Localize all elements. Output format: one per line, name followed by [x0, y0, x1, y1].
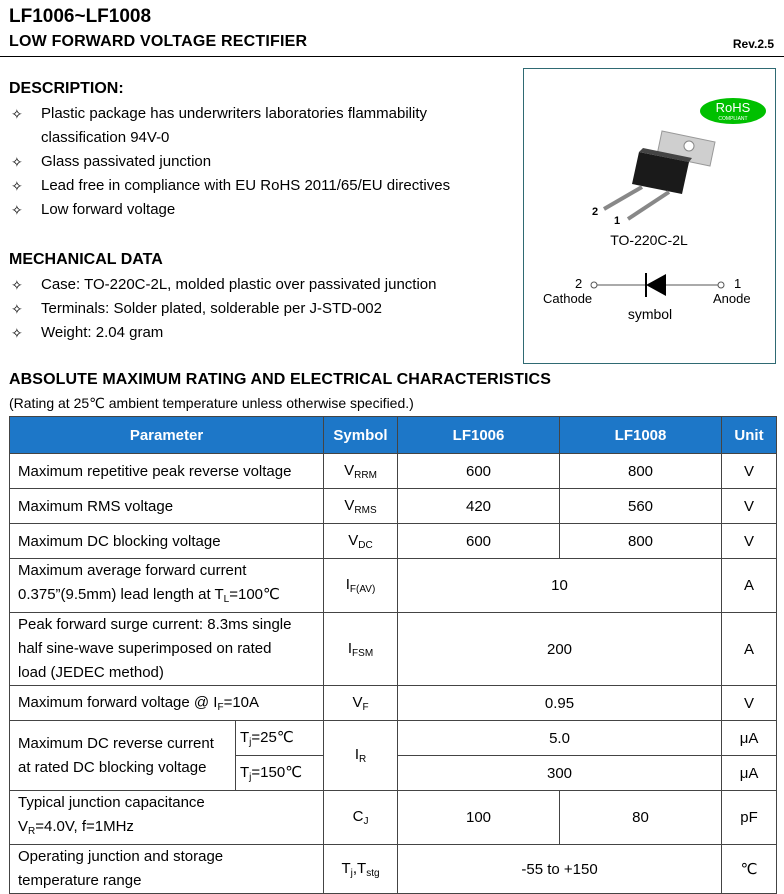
svg-text:2: 2 [592, 206, 599, 218]
rohs-text: RoHS [715, 100, 751, 115]
col-header-parameter: Parameter [10, 417, 324, 454]
bullet-icon: ✧ [11, 178, 23, 194]
col-header-lf1006: LF1006 [398, 417, 560, 454]
bullet-icon: ✧ [11, 106, 23, 122]
description-list [9, 102, 509, 222]
svg-text:1: 1 [614, 215, 621, 227]
table-row: Maximum DC blocking voltage $V_{DC}$ 600 800 V [10, 524, 777, 559]
table-row: Maximum RMS voltage $V_{RMS}$ 420 560 V [10, 489, 777, 524]
col-header-unit: Unit [722, 417, 777, 454]
revision-label: Rev.2.5 [732, 37, 774, 51]
col-header-lf1008: LF1008 [560, 417, 722, 454]
bullet-icon: ✧ [11, 325, 23, 341]
table-row: Maximum DC reverse current at rated DC blocking voltage $T_j=25℃$ $I_R$ 5.0 μA [10, 721, 777, 756]
svg-text:1: 1 [734, 276, 742, 291]
package-drawing [524, 69, 775, 363]
header-divider [0, 56, 784, 57]
table-row: Peak forward surge current: 8.3ms single half sine-wave superimposed on rated load (JEDEC method) $I_{FSM}$ 200 A [10, 613, 777, 686]
mechanical-item: ✧ Weight: 2.04 gram [9, 321, 509, 345]
description-item: ✧ Plastic package has underwriters laboratories flammability classification 94V-0 [9, 102, 509, 150]
ratings-table-body [9, 416, 777, 894]
table-row: $T_j=150℃$ 300 μA [10, 756, 777, 791]
mechanical-list [9, 273, 509, 345]
table-row: Operating junction and storage temperature range $T_j,T_{stg}$ -55 to +150 ℃ [10, 845, 777, 894]
package-figure [523, 68, 776, 364]
svg-text:2: 2 [575, 276, 583, 291]
table-row: Maximum forward voltage @ $I_F=10A$ $V_F$ 0.95 V [10, 686, 777, 721]
table-row: Typical junction capacitance $V_R=4.0V$, f=1MHz $C_J$ 100 80 pF [10, 791, 777, 845]
cathode-label: Cathode [543, 291, 593, 306]
description-heading: DESCRIPTION: [9, 80, 124, 97]
mechanical-item: ✧ Terminals: Solder plated, solderable per J-STD-002 [9, 297, 509, 321]
bullet-icon: ✧ [11, 202, 23, 218]
anode-label: Anode [713, 291, 751, 306]
to220-package-icon [604, 131, 715, 219]
description-item: ✧ Low forward voltage [9, 198, 509, 222]
mechanical-item: ✧ Case: TO-220C-2L, molded plastic over passivated junction [9, 273, 509, 297]
package-name: TO-220C-2L [610, 232, 688, 248]
bullet-icon: ✧ [11, 277, 23, 293]
symbol-caption: symbol [627, 306, 673, 322]
ratings-heading: ABSOLUTE MAXIMUM RATING AND ELECTRICAL CHARACTERISTICS [9, 371, 551, 388]
document-subtitle: LOW FORWARD VOLTAGE RECTIFIER [9, 33, 308, 50]
rohs-compliant-text: COMPLIANT [718, 116, 748, 122]
bullet-icon: ✧ [11, 154, 23, 170]
bullet-icon: ✧ [11, 301, 23, 317]
diode-symbol-icon [591, 273, 724, 297]
description-item: ✧ Lead free in compliance with EU RoHS 2011/65/EU directives [9, 174, 509, 198]
table-row: Maximum average forward current 0.375”(9.5mm) lead length at $T_L=100℃$ $I_{F(AV)}$ 10 A [10, 559, 777, 613]
description-item: ✧ Glass passivated junction [9, 150, 509, 174]
table-row: Maximum repetitive peak reverse voltage $V_{RRM}$ 600 800 V [10, 454, 777, 489]
table-header-row [10, 417, 777, 454]
mechanical-heading: MECHANICAL DATA [9, 251, 163, 268]
ratings-note: (Rating at 25℃ ambient temperature unless otherwise specified.) [9, 395, 414, 411]
document-title: LF1006~LF1008 [9, 6, 152, 27]
col-header-symbol: Symbol [324, 417, 398, 454]
